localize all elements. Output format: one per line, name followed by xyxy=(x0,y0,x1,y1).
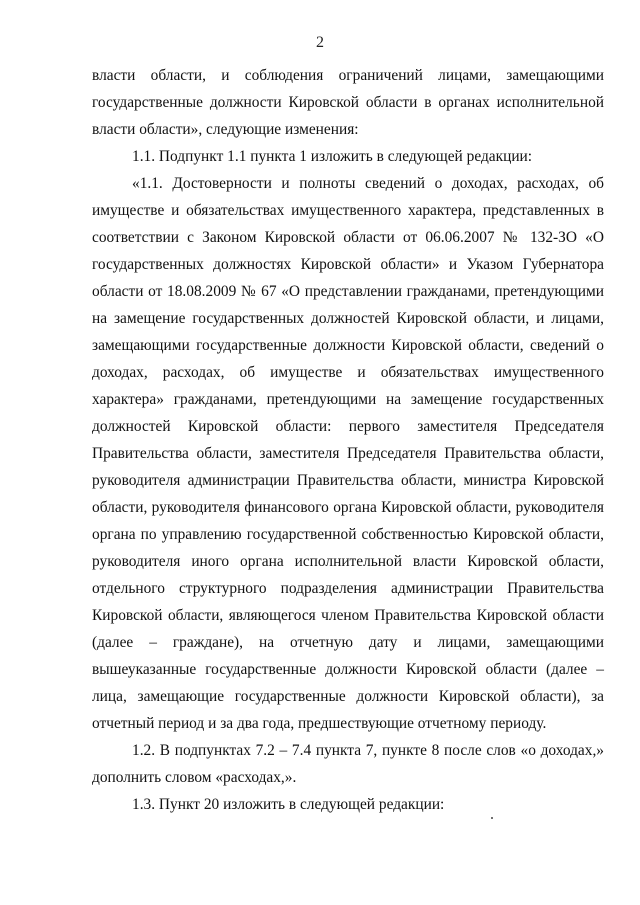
paragraph-line: государственные должности Кировской области в органах исполнительной xyxy=(92,94,604,111)
paragraph-line: лица, замещающие государственные должности Кировской области), за xyxy=(92,688,604,705)
paragraph-line: дополнить словом «расходах,». xyxy=(92,769,297,786)
paragraph-line: замещающими государственные должности Кировской области, сведений о xyxy=(92,337,604,354)
paragraph-line: соответствии с Законом Кировской области от 06.06.2007 № 132-ЗО «О xyxy=(92,229,604,246)
paragraph-line: области от 18.08.2009 № 67 «О представлении гражданами, претендующими xyxy=(92,283,604,300)
paragraph-line: руководителя администрации Правительства области, министра Кировской xyxy=(92,472,604,489)
paragraph-line: Правительства области, заместителя Председателя Правительства области, xyxy=(92,445,604,462)
paragraph-line: вышеуказанные государственные должности Кировской области (далее – xyxy=(92,661,604,678)
paragraph-line: власти области», следующие изменения: xyxy=(92,121,359,138)
paragraph-line: отчетный период и за два года, предшествующие отчетному периоду. xyxy=(92,715,547,732)
paragraph-line: «1.1. Достоверности и полноты сведений о доходах, расходах, об xyxy=(132,175,604,192)
paragraph-line: отдельного структурного подразделения администрации Правительства xyxy=(92,580,604,597)
paragraph-line: характера» гражданами, претендующими на замещение государственных xyxy=(92,391,604,408)
paragraph-line: руководителя иного органа исполнительной власти Кировской области, xyxy=(92,553,604,570)
paragraph-line: власти области, и соблюдения ограничений лицами, замещающими xyxy=(92,67,604,84)
paragraph-line: органа по управлению государственной собственностью Кировской области, xyxy=(92,526,604,543)
scan-speck xyxy=(491,817,493,819)
paragraph-line: должностей Кировской области: первого заместителя Председателя xyxy=(92,418,604,435)
paragraph-line: 1.2. В подпунктах 7.2 – 7.4 пункта 7, пункте 8 после слов «о доходах,» xyxy=(132,742,604,759)
paragraph-line: доходах, расходах, об имуществе и обязательствах имущественного xyxy=(92,364,604,381)
paragraph-line: 1.3. Пункт 20 изложить в следующей редакции: xyxy=(132,796,445,813)
paragraph-line: государственных должностях Кировской области» и Указом Губернатора xyxy=(92,256,604,273)
paragraph-line: на замещение государственных должностей Кировской области, и лицами, xyxy=(92,310,604,327)
paragraph-line: Кировской области, являющегося членом Правительства Кировской области xyxy=(92,607,604,624)
paragraph-line: (далее – граждане), на отчетную дату и лицами, замещающими xyxy=(92,634,604,651)
paragraph-line: 1.1. Подпункт 1.1 пункта 1 изложить в следующей редакции: xyxy=(132,148,533,165)
paragraph-line: имуществе и обязательствах имущественного характера, представленных в xyxy=(92,202,604,219)
paragraph-line: области, руководителя финансового органа Кировской области, руководителя xyxy=(92,499,604,516)
page-number: 2 xyxy=(316,34,324,51)
